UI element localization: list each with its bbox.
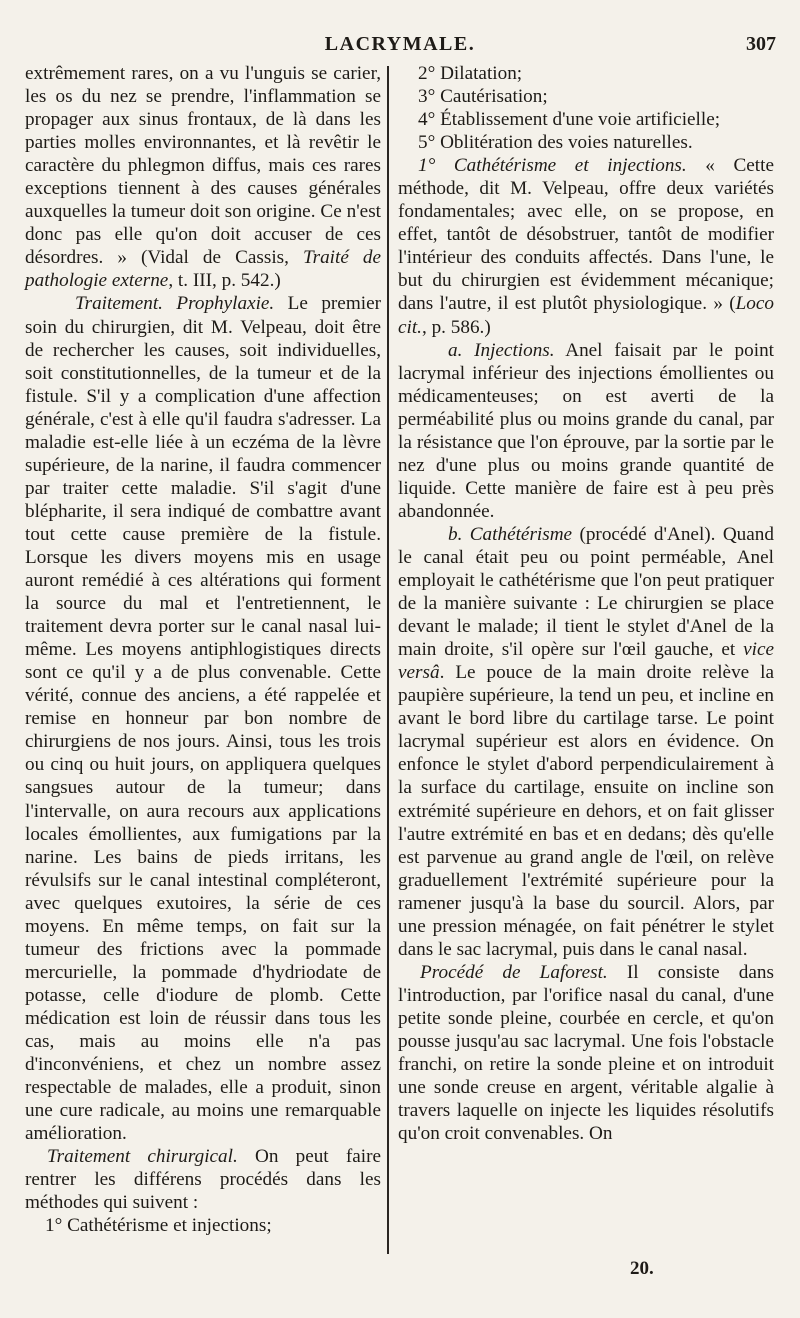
section-heading: Traitement chirurgical. (47, 1146, 238, 1168)
running-title: LACRYMALE. (324, 33, 476, 55)
paragraph: b. Cathétérisme (procédé d'Anel). Quand le canal était peu ou point perméable, Anel employait le cathétérisme que l'on peut pratiquer de la manière suivante : Le chirurgien se place devant le malade; il tient le stylet d'Anel de la main droite, s'il opère sur l'œil gauche, et vice versâ. Le pouce de la main droite relève la paupière supérieure, la tend un peu, et incline en avant le bord libre du cartilage tarse. Le point lacrymal supérieur est alors en évidence. On enfonce le stylet d'abord perpendiculairement à la surface du cartilage, ensuite on incline son extrémité supérieure en dehors, et on fait glisser l'autre extrémité en bas et en dedans; dès qu'elle est parvenue au grand angle de l'œil, on relève graduellement l'extrémité supérieure pour la ramener jusqu'à la base du sourcil. Alors, par une pression ménagée, on fait pénétrer le stylet dans le sac lacrymal, puis dans le canal nasal. (398, 523, 774, 960)
paragraph: extrêmement rares, on a vu l'unguis se carier, les os du nez se prendre, l'inflammation se propager aux sinus frontaux, de là dans les parties molles environnantes, et là revêtir le caractère du phlegmon diffus, mais ces rares exceptions tiennent à des causes générales auxquelles la tumeur doit son origine. Ce n'est donc pas elle qu'on doit accuser de ces désordres. » (Vidal de Cassis, Traité de pathologie externe, t. III, p. 542.) (25, 63, 381, 292)
list-item: 1° Cathétérisme et injections; (45, 1215, 272, 1237)
section-heading: 1° Cathétérisme et injections. (418, 155, 687, 177)
citation: Loco cit. (398, 293, 774, 338)
paragraph: Traitement. Prophylaxie. Le premier soin du chirurgien, dit M. Velpeau, doit être de rechercher les causes, soit individuelles, soit constitutionnelles, de la tumeur et de la fistule. S'il y a complication d'une affection générale, c'est à elle qu'il faudra s'adresser. La maladie est-elle liée à un eczéma de la lèvre supérieure, de la narine, il faudra commencer par traiter cette maladie. S'il s'agit d'une blépharite, il sera indiqué de combattre avant tout cette cause première de la fistule. Lorsque les divers moyens mis en usage auront remédié à ces altérations qui forment la source du mal et l'entretiennent, le traitement devra porter sur le canal nasal lui-même. Les moyens antiphlogistiques directs sont ce qu'il y a de plus convenable. Cette vérité, connue des anciens, a été rappelée et remise en honneur par bon nombre de chirurgiens de nos jours. Ainsi, tous les trois ou cinq ou huit jours, on appliquera quelques sangsues autour de la tumeur; dans l'intervalle, on aura recours aux applications locales émollientes, aux fumigations par la narine. Les bains de pieds irritans, les révulsifs sur le canal intestinal compléteront, avec quelques exutoires, la série de ces moyens. En même temps, on fait sur la tumeur des frictions avec la pommade mercurielle, la pommade d'hydriodate de potasse, celle d'iodure de plomb. Cette médication est loin de réussir dans tous les cas, mais au moins elle n'a pas d'inconvéniens, et chez un nombre assez respectable de malades, elle a produit, sinon une cure radicale, au moins une remarquable amélioration. (25, 293, 381, 1145)
citation: Traité de pathologie externe (25, 247, 381, 292)
page-header (0, 33, 800, 63)
list-item: 2° Dilatation; (418, 63, 523, 84)
italic-phrase: vice versâ (398, 639, 774, 684)
paragraph: a. Injections. Anel faisait par le point lacrymal inférieur des injections émollientes ou médicamenteuses; on est averti de la perméabilité plus ou moins grande du canal, par la résistance que l'on éprouve, par la sortie par le nez d'une plus ou moins grande quantité de liquide. Cette manière de faire est à peu près abandonnée. (398, 339, 774, 522)
page-number: 307 (746, 33, 776, 55)
section-heading: Traitement. Prophylaxie. (75, 293, 275, 315)
column-divider (387, 66, 389, 1254)
section-heading: a. Injections. (448, 339, 555, 361)
left-column (25, 62, 381, 1237)
section-heading: b. Cathétérisme (448, 523, 573, 545)
list-item: 3° Cautérisation; (418, 86, 548, 108)
right-column (398, 62, 774, 1145)
list-item: 4° Établissement d'une voie artificielle; (418, 109, 721, 131)
paragraph: Procédé de Laforest. Il consiste dans l'introduction, par l'orifice nasal du canal, d'une petite sonde pleine, courbée en cercle, et qu'on pousse jusqu'au sac lacrymal. Une fois l'obstacle franchi, on retire la sonde pleine et on introduit une sonde creuse en argent, véritable algalie à travers laquelle on injecte les liquides résolutifs qu'on croit convenables. On (398, 961, 774, 1145)
paragraph: Traitement chirurgical. On peut faire rentrer les différens procédés dans les méthodes qui suivent : (25, 1146, 381, 1214)
list-item: 5° Oblitération des voies naturelles. (418, 132, 693, 154)
paragraph: 1° Cathétérisme et injections. « Cette méthode, dit M. Velpeau, offre deux variétés fondamentales; avec elle, on se propose, en effet, tantôt de désobstruer, tantôt de modifier l'intérieur des conduits affectés. Dans l'une, le but du chirurgien est évidemment mécanique; dans l'autre, il est plutôt physiologique. » (Loco cit., p. 586.) (398, 155, 774, 338)
section-heading: Procédé de Laforest. (420, 961, 608, 983)
signature-mark: 20. (630, 1258, 654, 1279)
